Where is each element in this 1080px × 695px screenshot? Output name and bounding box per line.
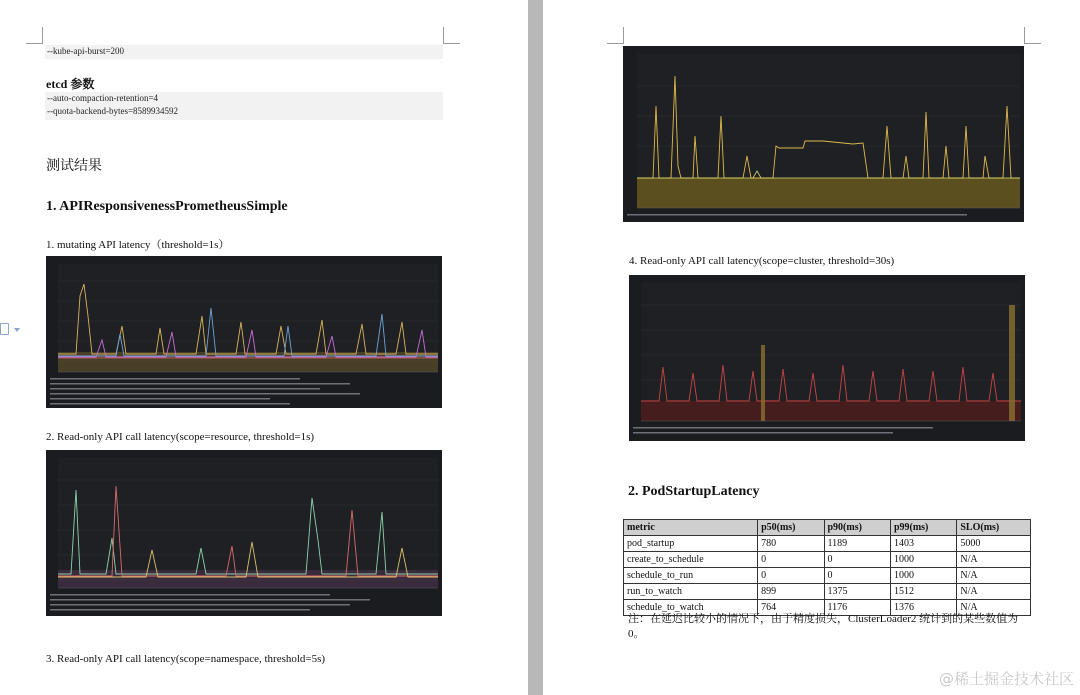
chart-screenshot-resource: [46, 450, 442, 616]
chart-screenshot-namespace: [623, 46, 1024, 222]
chart-graphic: [629, 275, 1025, 441]
table-cell: N/A: [957, 584, 1031, 600]
chart-screenshot-mutating: [46, 256, 442, 408]
table-row: [624, 584, 1031, 600]
crop-mark: [1024, 27, 1041, 44]
table-cell: 0: [758, 568, 824, 584]
table-cell: 764: [758, 600, 824, 616]
crop-mark: [26, 27, 43, 44]
chevron-down-icon[interactable]: [14, 328, 20, 332]
table-cell: run_to_watch: [624, 584, 758, 600]
chart-caption: 2. Read-only API call latency(scope=resource, threshold=1s): [46, 431, 315, 443]
table-header-cell: p50(ms): [758, 520, 824, 536]
table-cell: 1375: [824, 584, 890, 600]
table-cell: 1189: [824, 536, 890, 552]
table-header-cell: SLO(ms): [957, 520, 1031, 536]
table-cell: 0: [824, 552, 890, 568]
code-line: --quota-backend-bytes=8589934592: [47, 106, 179, 116]
chart-caption: 3. Read-only API call latency(scope=namespace, threshold=5s): [46, 653, 326, 665]
table-cell: schedule_to_run: [624, 568, 758, 584]
page-gutter: [528, 0, 543, 695]
table-cell: 5000: [957, 536, 1031, 552]
code-line: --auto-compaction-retention=4: [47, 93, 159, 103]
table-cell: 1000: [890, 552, 956, 568]
table-row: [624, 568, 1031, 584]
table-cell: 1376: [890, 600, 956, 616]
chart-graphic: [46, 450, 442, 616]
table-cell: create_to_schedule: [624, 552, 758, 568]
table-cell: pod_startup: [624, 536, 758, 552]
table-cell: 1512: [890, 584, 956, 600]
table-row: [624, 536, 1031, 552]
table-cell: 1403: [890, 536, 956, 552]
table-cell: 1176: [824, 600, 890, 616]
pod-startup-table: [623, 519, 1031, 616]
table-cell: N/A: [957, 600, 1031, 616]
results-heading: 测试结果: [46, 159, 102, 174]
section1-heading: 1. APIResponsivenessPrometheusSimple: [46, 199, 288, 214]
table-cell: 0: [758, 552, 824, 568]
table-row: [624, 552, 1031, 568]
crop-mark: [607, 27, 624, 44]
section2-heading: 2. PodStartupLatency: [628, 484, 760, 499]
table-cell: 899: [758, 584, 824, 600]
table-cell: schedule_to_watch: [624, 600, 758, 616]
chart-graphic: [46, 256, 442, 408]
table-cell: 780: [758, 536, 824, 552]
table-header-cell: metric: [624, 520, 758, 536]
chart-caption: 1. mutating API latency（threshold=1s）: [46, 239, 230, 251]
table-header-row: [624, 520, 1031, 536]
code-line: --kube-api-burst=200: [45, 45, 443, 59]
chart-screenshot-cluster: [629, 275, 1025, 441]
table-note: 注：在延迟比较小的情况下，由于精度损失，ClusterLoader2 统计到的某些数值为 0。: [628, 613, 1019, 640]
chart-caption: 4. Read-only API call latency(scope=cluster, threshold=30s): [629, 255, 895, 267]
table-cell: 1000: [890, 568, 956, 584]
chart-graphic: [623, 46, 1024, 222]
document-page-right: [543, 0, 1080, 695]
watermark: @稀土掘金技术社区: [938, 670, 1074, 688]
etcd-heading: etcd 参数: [46, 77, 95, 91]
document-icon[interactable]: [0, 323, 9, 335]
table-header-cell: p99(ms): [890, 520, 956, 536]
crop-mark: [443, 27, 460, 44]
etcd-code-block: [45, 92, 443, 120]
document-page-left: [0, 0, 528, 695]
table-cell: N/A: [957, 552, 1031, 568]
table-cell: N/A: [957, 568, 1031, 584]
table-cell: 0: [824, 568, 890, 584]
table-header-cell: p90(ms): [824, 520, 890, 536]
